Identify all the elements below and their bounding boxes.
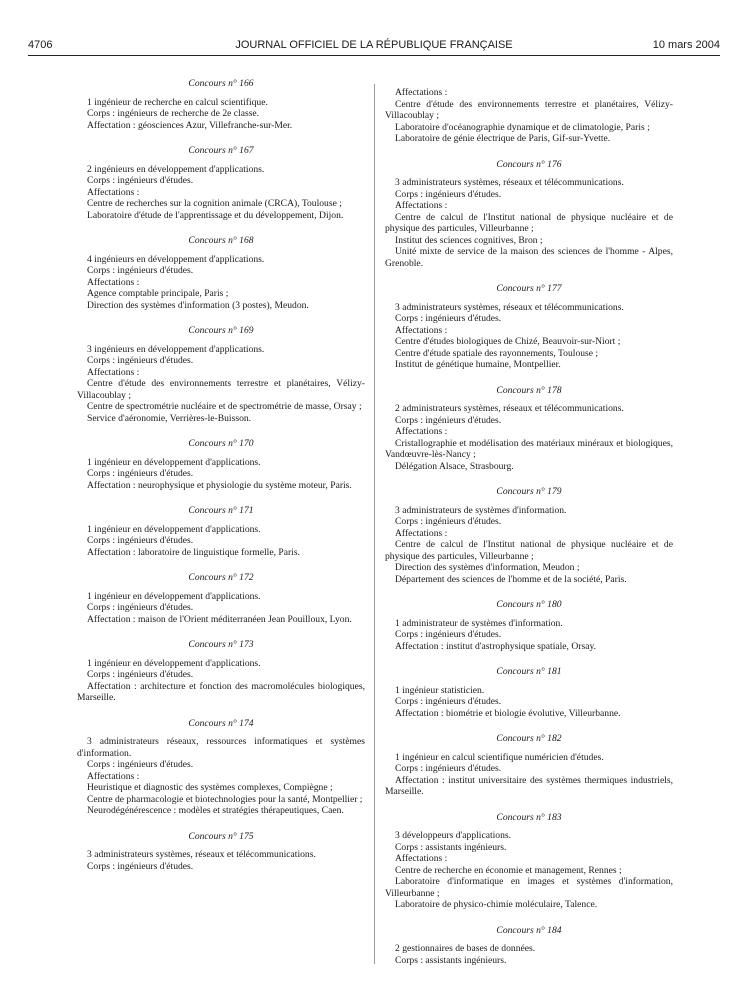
body-line: Laboratoire d'océanographie dynamique et de climatologie, Paris ; [395,121,650,133]
concours-section [77,235,365,311]
concours-section [385,666,673,719]
body-line: Corps : ingénieurs d'études. [395,629,502,640]
concours-heading: Concours n° 184 [496,924,562,936]
spacer [385,585,673,599]
body-line: 1 administrateur de systèmes d'information. [395,617,563,629]
concours-section [77,831,365,873]
body-line: Affectation : biométrie et biologie évolutive, Villeurbanne. [395,707,621,719]
body-line: Affectation : institut universitaire des systèmes thermiques industriels, Marseille. [385,774,673,797]
body-line: Centre de recherches sur la cognition animale (CRCA), Toulouse ; [87,198,342,209]
concours-heading: Concours n° 183 [496,811,562,823]
body-line: Corps : ingénieurs d'études. [395,763,502,774]
concours-section [77,145,365,221]
concours-section [385,733,673,798]
concours-heading: Concours n° 176 [496,158,562,170]
body-line: Affectations : [395,200,448,211]
body-line: Affectation : laboratoire de linguistique formelle, Paris. [87,546,300,558]
concours-section [77,639,365,704]
concours-section [385,283,673,371]
spacer [77,221,365,235]
body-line: Centre de recherche en économie et management, Rennes ; [395,864,622,876]
body-line: Agence comptable principale, Paris ; [87,288,229,299]
body-line: 3 ingénieurs en développement d'applications. [87,343,265,355]
body-line: Direction des systèmes d'information, Meudon ; [395,562,580,573]
body-line: 1 ingénieur en développement d'applications. [87,657,261,669]
body-line: Centre de calcul de l'Institut national de physique nucléaire et de physique des particules, Villeurbanne ; [385,211,673,234]
concours-section [385,87,673,145]
concours-section [77,325,365,424]
body-line: Laboratoire de physico-chimie moléculaire, Talence. [395,899,598,910]
concours-heading: Concours n° 174 [188,717,254,729]
journal-title: JOURNAL OFFICIEL DE LA RÉPUBLIQUE FRANÇAISE [235,39,513,51]
body-line: Affectations : [87,366,140,378]
body-line: Département des sciences de l'homme et de la société, Paris. [395,573,627,585]
spacer [77,311,365,325]
concours-section [385,925,673,967]
body-line: Délégation Alsace, Strasbourg. [395,460,514,472]
page-header [28,37,720,56]
concours-section [77,505,365,558]
body-line: Affectations : [87,186,140,198]
body-line: Centre de calcul de l'Institut national de physique nucléaire et de physique des particules, Villeurbanne ; [385,539,673,562]
spacer [385,269,673,283]
body-line: Corps : ingénieurs d'études. [87,669,194,680]
body-line: Affectation : architecture et fonction des macromolécules biologiques, Marseille. [77,680,365,703]
spacer [77,625,365,639]
concours-heading: Concours n° 181 [496,666,562,677]
spacer [385,145,673,159]
concours-section [385,385,673,473]
column-divider [374,84,375,964]
body-line: 3 développeurs d'applications. [395,830,512,841]
spacer [385,719,673,733]
spacer [385,472,673,486]
spacer [77,491,365,505]
body-line: Service d'aéronomie, Verrières-le-Buisson. [87,412,252,424]
body-line: Corps : ingénieurs d'études. [87,265,194,276]
body-line: 1 ingénieur en développement d'applications. [87,523,261,535]
concours-heading: Concours n° 177 [496,283,562,294]
spacer [385,911,673,925]
concours-heading: Concours n° 180 [496,599,562,610]
body-line: Corps : ingénieurs d'études. [395,414,502,426]
concours-heading: Concours n° 168 [188,235,254,246]
body-line: Laboratoire de génie électrique de Paris, Gif-sur-Yvette. [395,133,611,144]
body-line: Centre de pharmacologie et biotechnologies pour la santé, Montpellier ; [87,793,363,805]
body-line: Heuristique et diagnostic des systèmes complexes, Compiègne ; [87,782,333,793]
body-line: Corps : ingénieurs d'études. [87,759,194,770]
body-line: Laboratoire d'étude de l'apprentissage et du développement, Dijon. [87,209,344,221]
body-line: Corps : ingénieurs d'études. [87,860,194,872]
body-line: Affectation : neurophysique et physiologie du système moteur, Paris. [87,479,352,491]
page-number: 4706 [28,39,53,51]
body-line: Centre d'études biologiques de Chizé, Beauvoir-sur-Niort ; [395,336,621,347]
body-line: Centre d'étude des environnements terrestre et planétaires, Vélizy-Villacoublay ; [77,378,365,401]
concours-heading: Concours n° 172 [188,572,254,583]
body-line: Corps : ingénieurs d'études. [87,535,194,546]
spacer [77,817,365,831]
concours-section [385,486,673,585]
body-line: 1 ingénieur en développement d'applications. [87,590,261,602]
concours-section [77,572,365,625]
body-line: Corps : ingénieurs d'études. [395,516,502,527]
body-line: Cristallographie et modélisation des matériaux minéraux et biologiques, Vandœuvre-lès-Nancy ; [385,437,673,460]
concours-heading: Concours n° 171 [188,505,254,516]
concours-heading: Concours n° 175 [188,830,254,842]
body-line: Affectations : [395,527,448,539]
body-line: Affectations : [395,87,448,98]
concours-heading: Concours n° 182 [496,733,562,744]
concours-heading: Concours n° 178 [496,384,562,396]
concours-heading: Concours n° 166 [188,78,254,89]
body-line: 2 administrateurs systèmes, réseaux et télécommunications. [395,403,624,414]
body-line: 3 administrateurs de systèmes d'information. [395,504,567,516]
body-line: Corps : ingénieurs d'études. [87,468,194,479]
spacer [385,798,673,812]
body-line: Affectations : [395,324,448,336]
body-line: Institut de génétique humaine, Montpellier. [395,359,561,370]
body-line: Centre d'étude des environnements terrestre et planétaires, Vélizy-Villacoublay ; [385,98,673,121]
left-column [77,78,365,872]
concours-section [77,718,365,817]
body-line: 1 ingénieur en calcul scientifique numéricien d'études. [395,751,604,763]
body-line: Affectations : [87,276,140,288]
body-line: Institut des sciences cognitives, Bron ; [395,234,543,246]
concours-section [77,438,365,491]
spacer [77,558,365,572]
body-line: Centre de spectrométrie nucléaire et de spectrométrie de masse, Orsay ; [87,401,362,412]
spacer [385,652,673,666]
body-line: Corps : assistants ingénieurs. [395,954,507,966]
body-line: 2 ingénieurs en développement d'applications. [87,163,265,175]
concours-heading: Concours n° 169 [188,325,254,336]
body-line: 1 ingénieur en développement d'applications. [87,456,261,468]
concours-section [77,78,365,131]
spacer [385,371,673,385]
concours-heading: Concours n° 173 [188,639,254,650]
body-line: Corps : ingénieurs d'études. [395,188,502,200]
body-line: Affectation : maison de l'Orient méditerranéen Jean Pouilloux, Lyon. [87,613,352,625]
body-line: 3 administrateurs systèmes, réseaux et télécommunications. [395,177,624,188]
issue-date: 10 mars 2004 [652,39,720,51]
concours-heading: Concours n° 167 [188,145,254,156]
body-line: Affectations : [395,853,448,864]
body-line: 1 ingénieur de recherche en calcul scientifique. [87,96,268,108]
body-line: Centre d'étude spatiale des rayonnements, Toulouse ; [395,347,599,359]
spacer [77,131,365,145]
body-line: Corps : ingénieurs d'études. [87,175,194,186]
body-line: Corps : ingénieurs d'études. [395,313,502,324]
right-column [385,87,673,966]
concours-heading: Concours n° 170 [188,438,254,449]
body-line: Laboratoire d'informatique en images et systèmes d'information, Villeurbanne ; [385,876,673,899]
concours-heading: Concours n° 179 [496,486,562,497]
body-line: 1 ingénieur statisticien. [395,684,485,696]
body-line: Corps : ingénieurs de recherche de 2e classe. [87,108,260,119]
body-line: 2 gestionnaires de bases de données. [395,943,536,954]
body-line: 3 administrateurs systèmes, réseaux et télécommunications. [87,849,316,860]
spacer [77,424,365,438]
concours-section [385,812,673,911]
body-line: Corps : assistants ingénieurs. [395,841,507,853]
body-line: Affectations : [395,426,448,437]
body-line: Unité mixte de service de la maison des sciences de l'homme - Alpes, Grenoble. [385,246,673,269]
body-line: Affectation : institut d'astrophysique spatiale, Orsay. [395,640,597,652]
body-line: 3 administrateurs réseaux, ressources informatiques et systèmes d'information. [77,736,365,759]
body-line: Neurodégénérescence : modèles et stratégies thérapeutiques, Caen. [87,805,344,816]
body-line: Affectation : géosciences Azur, Villefranche-sur-Mer. [87,119,293,131]
body-line: 4 ingénieurs en développement d'applications. [87,253,265,265]
body-line: Corps : ingénieurs d'études. [87,355,194,366]
spacer [77,704,365,718]
body-line: Corps : ingénieurs d'études. [395,696,502,707]
concours-section [385,159,673,270]
body-line: 3 administrateurs systèmes, réseaux et télécommunications. [395,301,624,313]
body-line: Corps : ingénieurs d'études. [87,602,194,613]
body-line: Affectations : [87,770,140,782]
concours-section [385,599,673,652]
body-line: Direction des systèmes d'information (3 postes), Meudon. [87,299,309,311]
